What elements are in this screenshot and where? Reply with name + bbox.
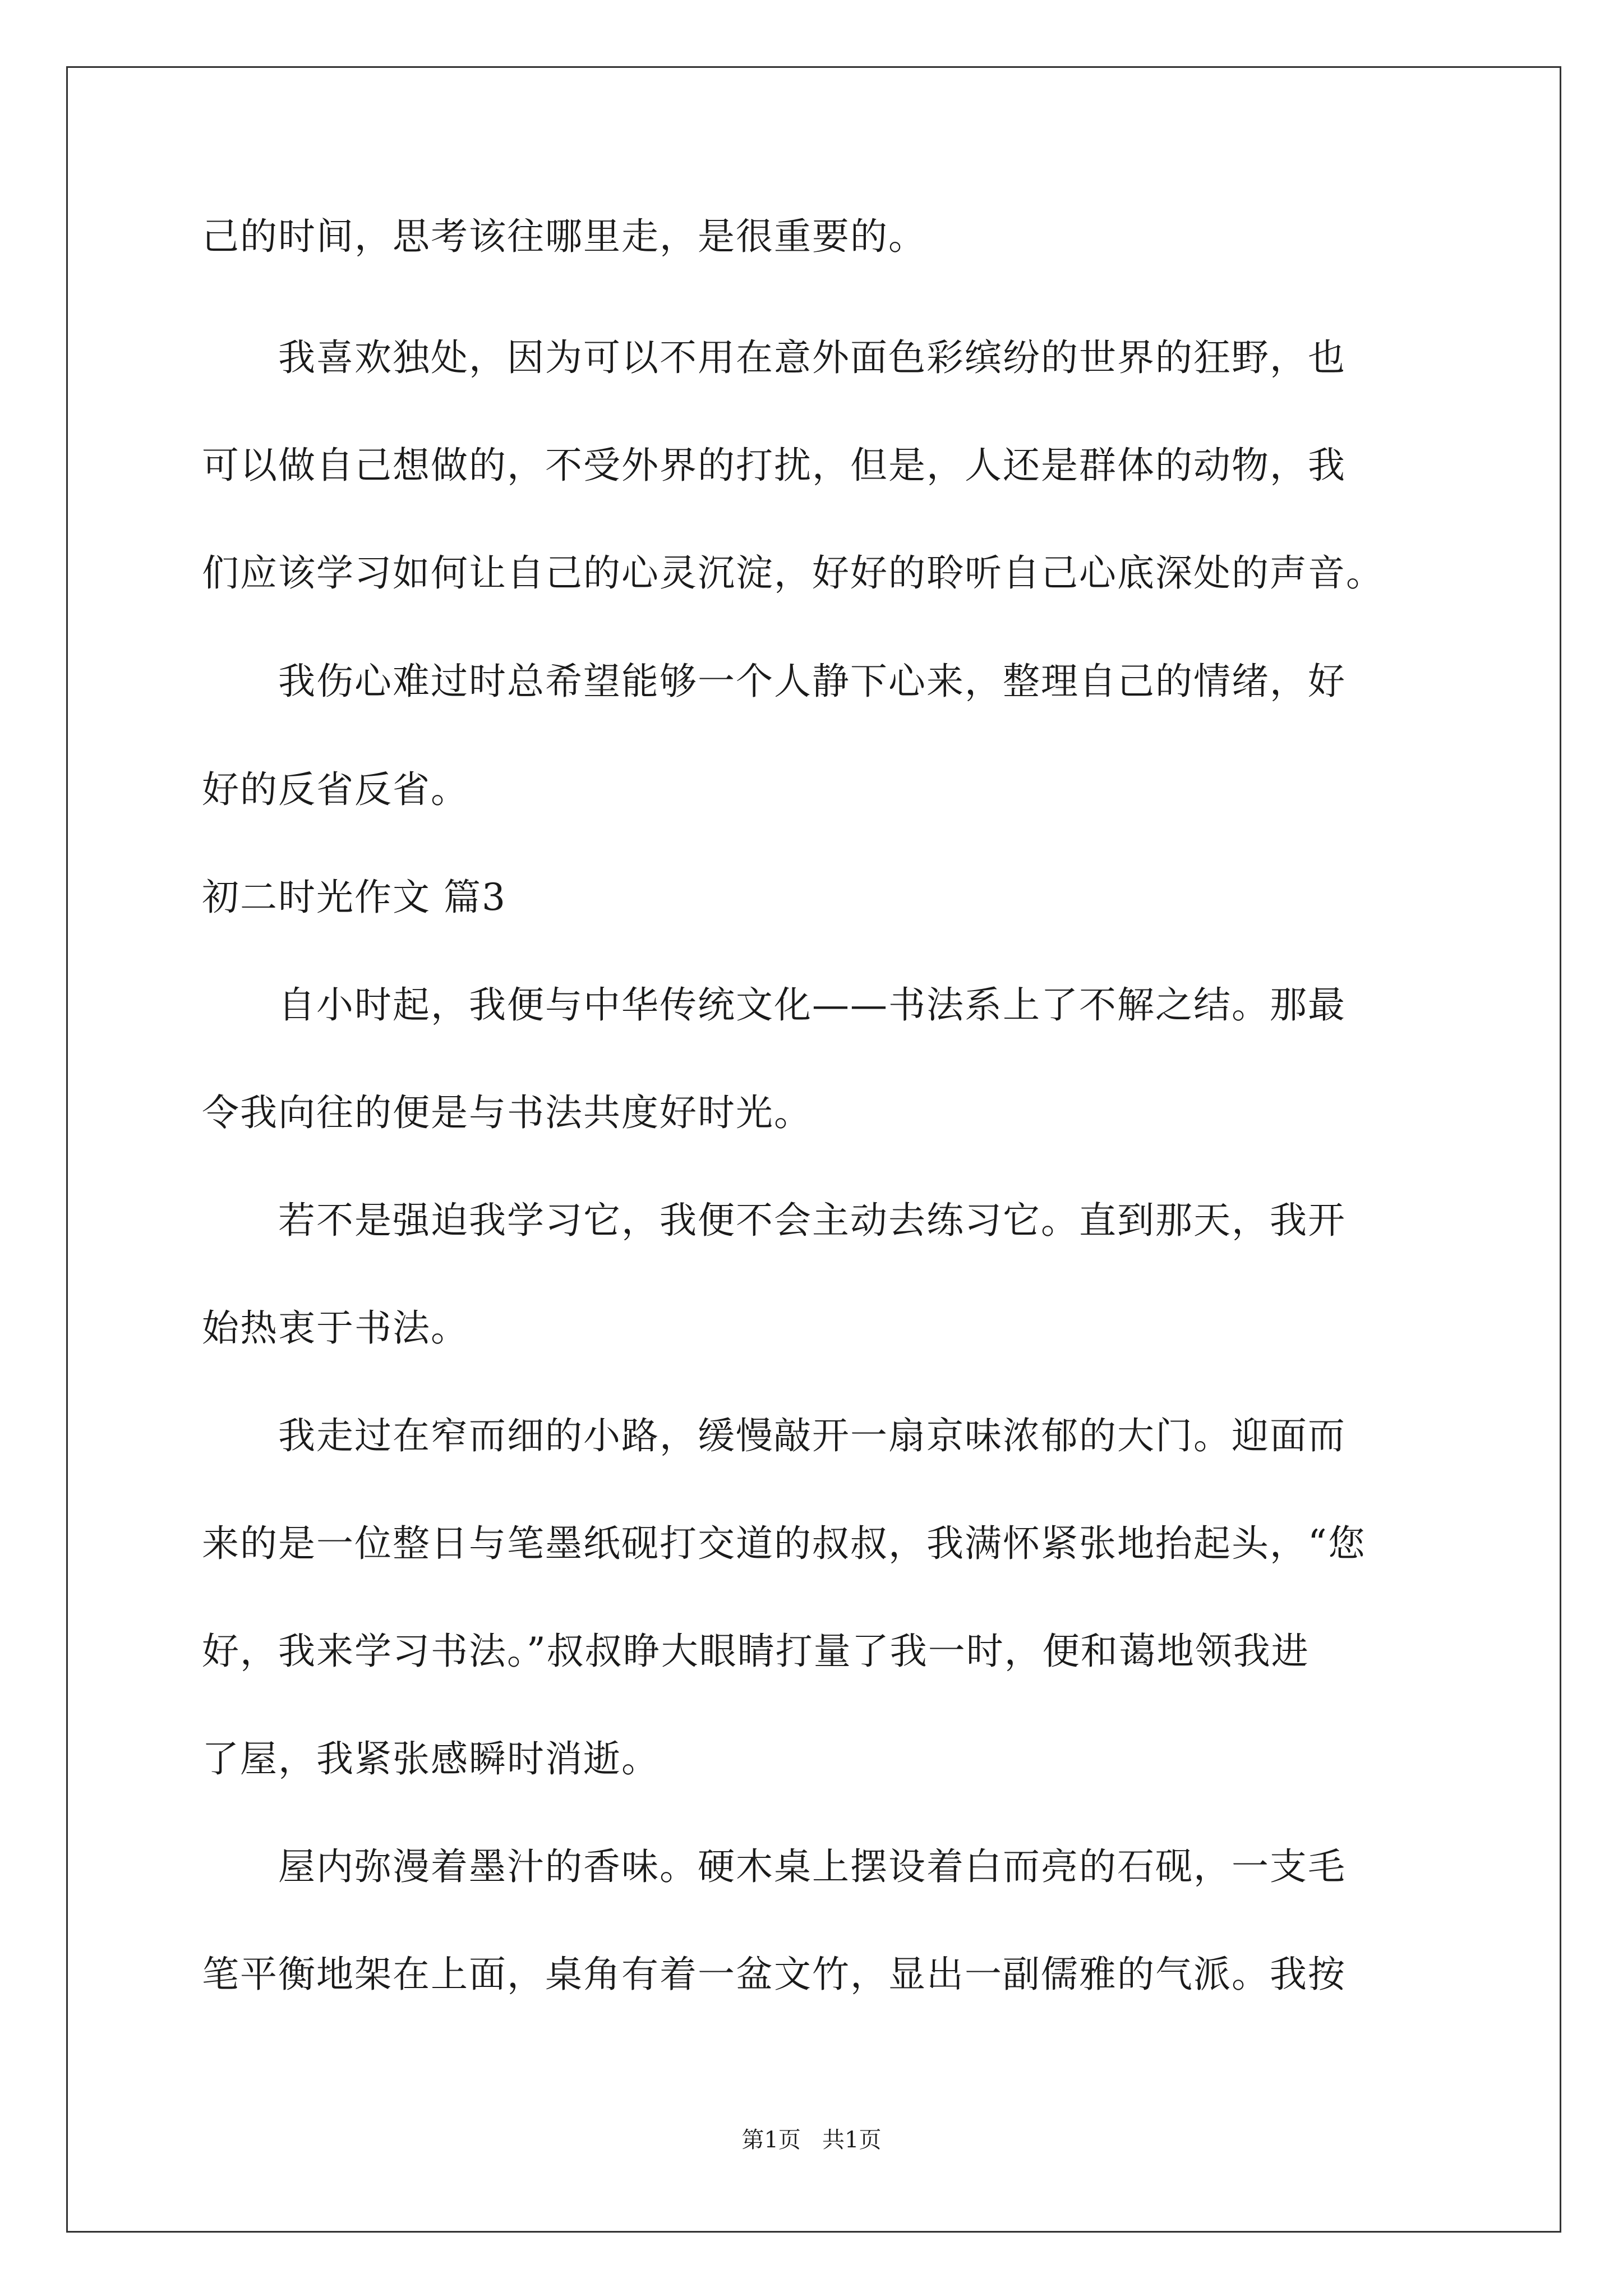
- text-line: 令我向往的便是与书法共度好时光。: [202, 1091, 812, 1134]
- text-line: 我伤心难过时总希望能够一个人静下心来，整理自己的情绪，好: [202, 660, 1346, 703]
- text-line: 了屋，我紧张感瞬时消逝。: [202, 1737, 660, 1780]
- page-border: [66, 66, 1561, 2233]
- text-line: 好，我来学习书法。”叔叔睁大眼睛打量了我一时，便和蔼地领我进: [202, 1630, 1310, 1673]
- text-line: 屋内弥漫着墨汁的香味。硬木桌上摆设着白而亮的石砚，一支毛: [202, 1845, 1346, 1888]
- text-line: 若不是强迫我学习它，我便不会主动去练习它。直到那天，我开: [202, 1199, 1346, 1242]
- text-line: 我走过在窄而细的小路，缓慢敲开一扇京味浓郁的大门。迎面而: [202, 1414, 1346, 1457]
- text-line: 我喜欢独处，因为可以不用在意外面色彩缤纷的世界的狂野，也: [202, 336, 1346, 379]
- text-line: 始热衷于书法。: [202, 1306, 469, 1350]
- page-footer: 第1页 共1页: [741, 2127, 882, 2153]
- text-line: 自小时起，我便与中华传统文化——书法系上了不解之结。那最: [202, 983, 1346, 1027]
- text-line: 好的反省反省。: [202, 768, 469, 811]
- text-line: 可以做自己想做的，不受外界的打扰，但是，人还是群体的动物，我: [202, 444, 1346, 487]
- section-heading: 初二时光作文 篇3: [202, 876, 506, 919]
- text-line: 己的时间，思考该往哪里走，是很重要的。: [202, 215, 926, 258]
- text-line: 笔平衡地架在上面，桌角有着一盆文竹，显出一副儒雅的气派。我按: [202, 1953, 1346, 1996]
- text-line: 来的是一位整日与笔墨纸砚打交道的叔叔，我满怀紧张地抬起头，“您: [202, 1522, 1366, 1565]
- text-line: 们应该学习如何让自己的心灵沉淀，好好的聆听自己心底深处的声音。: [202, 551, 1384, 595]
